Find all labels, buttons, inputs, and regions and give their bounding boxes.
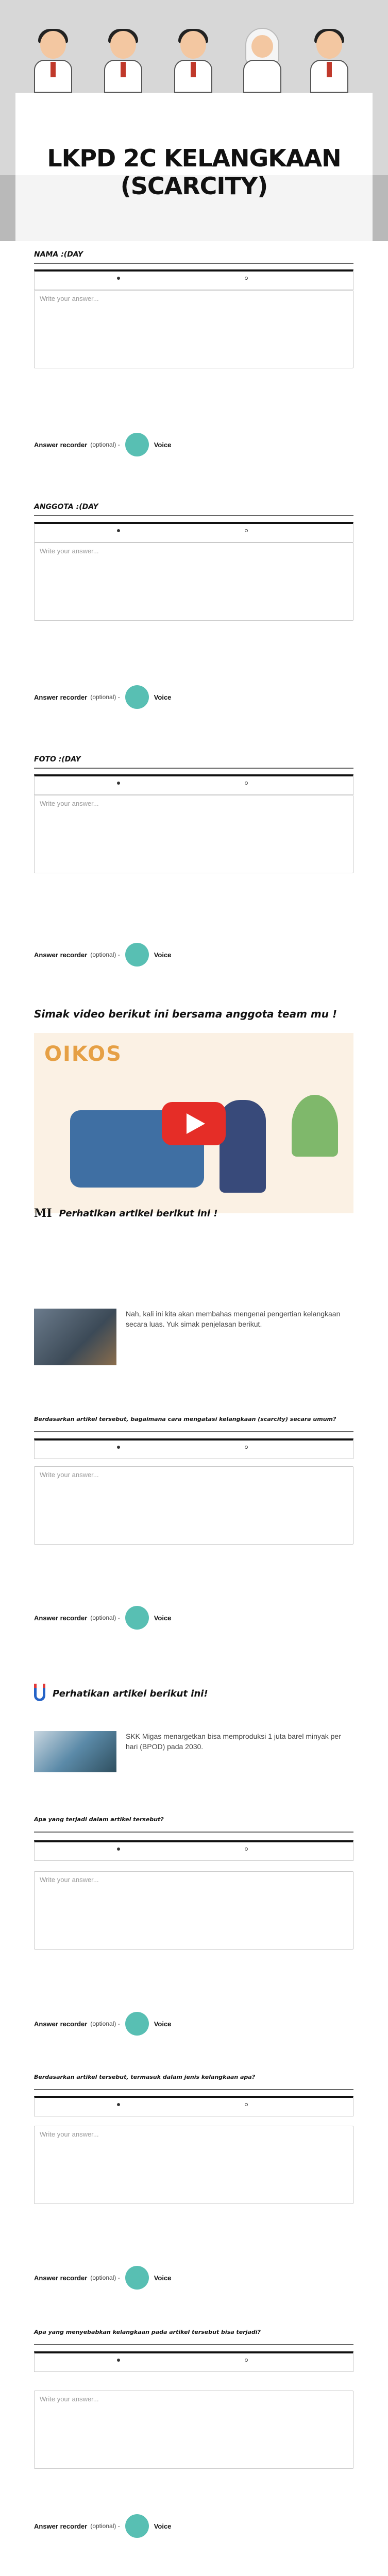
- article-thumbnail: [34, 1731, 116, 1772]
- video-brand: OIKOS: [44, 1042, 122, 1066]
- question-label: Berdasarkan artikel tersebut, termasuk dalam jenis kelangkaan apa?: [34, 2074, 256, 2080]
- student-illustration: [307, 31, 351, 93]
- article-heading: MI Perhatikan artikel berikut ini !: [34, 1207, 218, 1220]
- student-illustration: [240, 31, 284, 93]
- article-text: Nah, kali ini kita akan membahas mengenai pengertian kelangkaan secara luas. Yuk simak penjelasan berikut.: [126, 1310, 341, 1329]
- answer-field[interactable]: Write your answer...: [34, 1871, 353, 1950]
- article-icon: MI: [34, 1207, 52, 1220]
- article-text: SKK Migas menargetkan bisa memproduksi 1 juta barel minyak per hari (BPOD) pada 2030.: [126, 1732, 341, 1751]
- answer-recorder[interactable]: Answer recorder (optional) - Voice: [34, 2012, 171, 2036]
- student-illustration: [171, 31, 215, 93]
- question-label: Berdasarkan artikel tersebut, bagaimana cara mengatasi kelangkaan (scarcity) secara umum?: [34, 1416, 336, 1422]
- answer-recorder[interactable]: Answer recorder (optional) - Voice: [34, 2266, 171, 2290]
- mic-icon[interactable]: [125, 433, 149, 456]
- video-section-title: Simak video berikut ini bersama anggota team mu !: [34, 1008, 338, 1020]
- student-illustration: [101, 31, 145, 93]
- answer-field[interactable]: Write your answer...: [34, 543, 353, 621]
- answer-recorder[interactable]: Answer recorder (optional) - Voice: [34, 433, 171, 456]
- rating-scale[interactable]: [34, 269, 353, 290]
- answer-recorder[interactable]: Answer recorder (optional) - Voice: [34, 943, 171, 967]
- header-banner: [0, 0, 388, 241]
- article-card[interactable]: [34, 1731, 353, 1772]
- page-title: LKPD 2C KELANGKAAN (SCARCITY): [47, 144, 341, 200]
- article-card[interactable]: [34, 1309, 353, 1366]
- mic-icon[interactable]: [125, 1606, 149, 1630]
- rating-scale[interactable]: [34, 522, 353, 543]
- answer-field[interactable]: Write your answer...: [34, 2391, 353, 2469]
- answer-field[interactable]: Write your answer...: [34, 290, 353, 368]
- magnet-icon: [34, 1686, 45, 1701]
- answer-recorder[interactable]: Answer recorder (optional) - Voice: [34, 2514, 171, 2538]
- answer-field[interactable]: Write your answer...: [34, 2126, 353, 2204]
- rating-scale[interactable]: [34, 1438, 353, 1459]
- mic-icon[interactable]: [125, 685, 149, 709]
- question-label: NAMA :(DAY: [34, 250, 83, 259]
- answer-field[interactable]: Write your answer...: [34, 1466, 353, 1545]
- question-label: Apa yang terjadi dalam artikel tersebut?: [34, 1816, 164, 1823]
- student-illustration: [31, 31, 75, 93]
- question-label: ANGGOTA :(DAY: [34, 503, 98, 511]
- article-heading: Perhatikan artikel berikut ini!: [34, 1686, 208, 1701]
- rating-scale[interactable]: [34, 1840, 353, 1861]
- rating-scale[interactable]: [34, 774, 353, 795]
- article-thumbnail: [34, 1309, 116, 1365]
- video-player[interactable]: [34, 1033, 353, 1213]
- answer-recorder[interactable]: Answer recorder (optional) - Voice: [34, 1606, 171, 1630]
- question-label: FOTO :(DAY: [34, 755, 81, 764]
- mic-icon[interactable]: [125, 2266, 149, 2290]
- question-label: Apa yang menyebabkan kelangkaan pada artikel tersebut bisa terjadi?: [34, 2329, 261, 2335]
- rating-scale[interactable]: [34, 2096, 353, 2116]
- mic-icon[interactable]: [125, 2012, 149, 2036]
- mic-icon[interactable]: [125, 2514, 149, 2538]
- play-button[interactable]: [162, 1102, 226, 1145]
- rating-scale[interactable]: [34, 2351, 353, 2372]
- answer-recorder[interactable]: Answer recorder (optional) - Voice: [34, 685, 171, 709]
- answer-field[interactable]: Write your answer...: [34, 795, 353, 873]
- mic-icon[interactable]: [125, 943, 149, 967]
